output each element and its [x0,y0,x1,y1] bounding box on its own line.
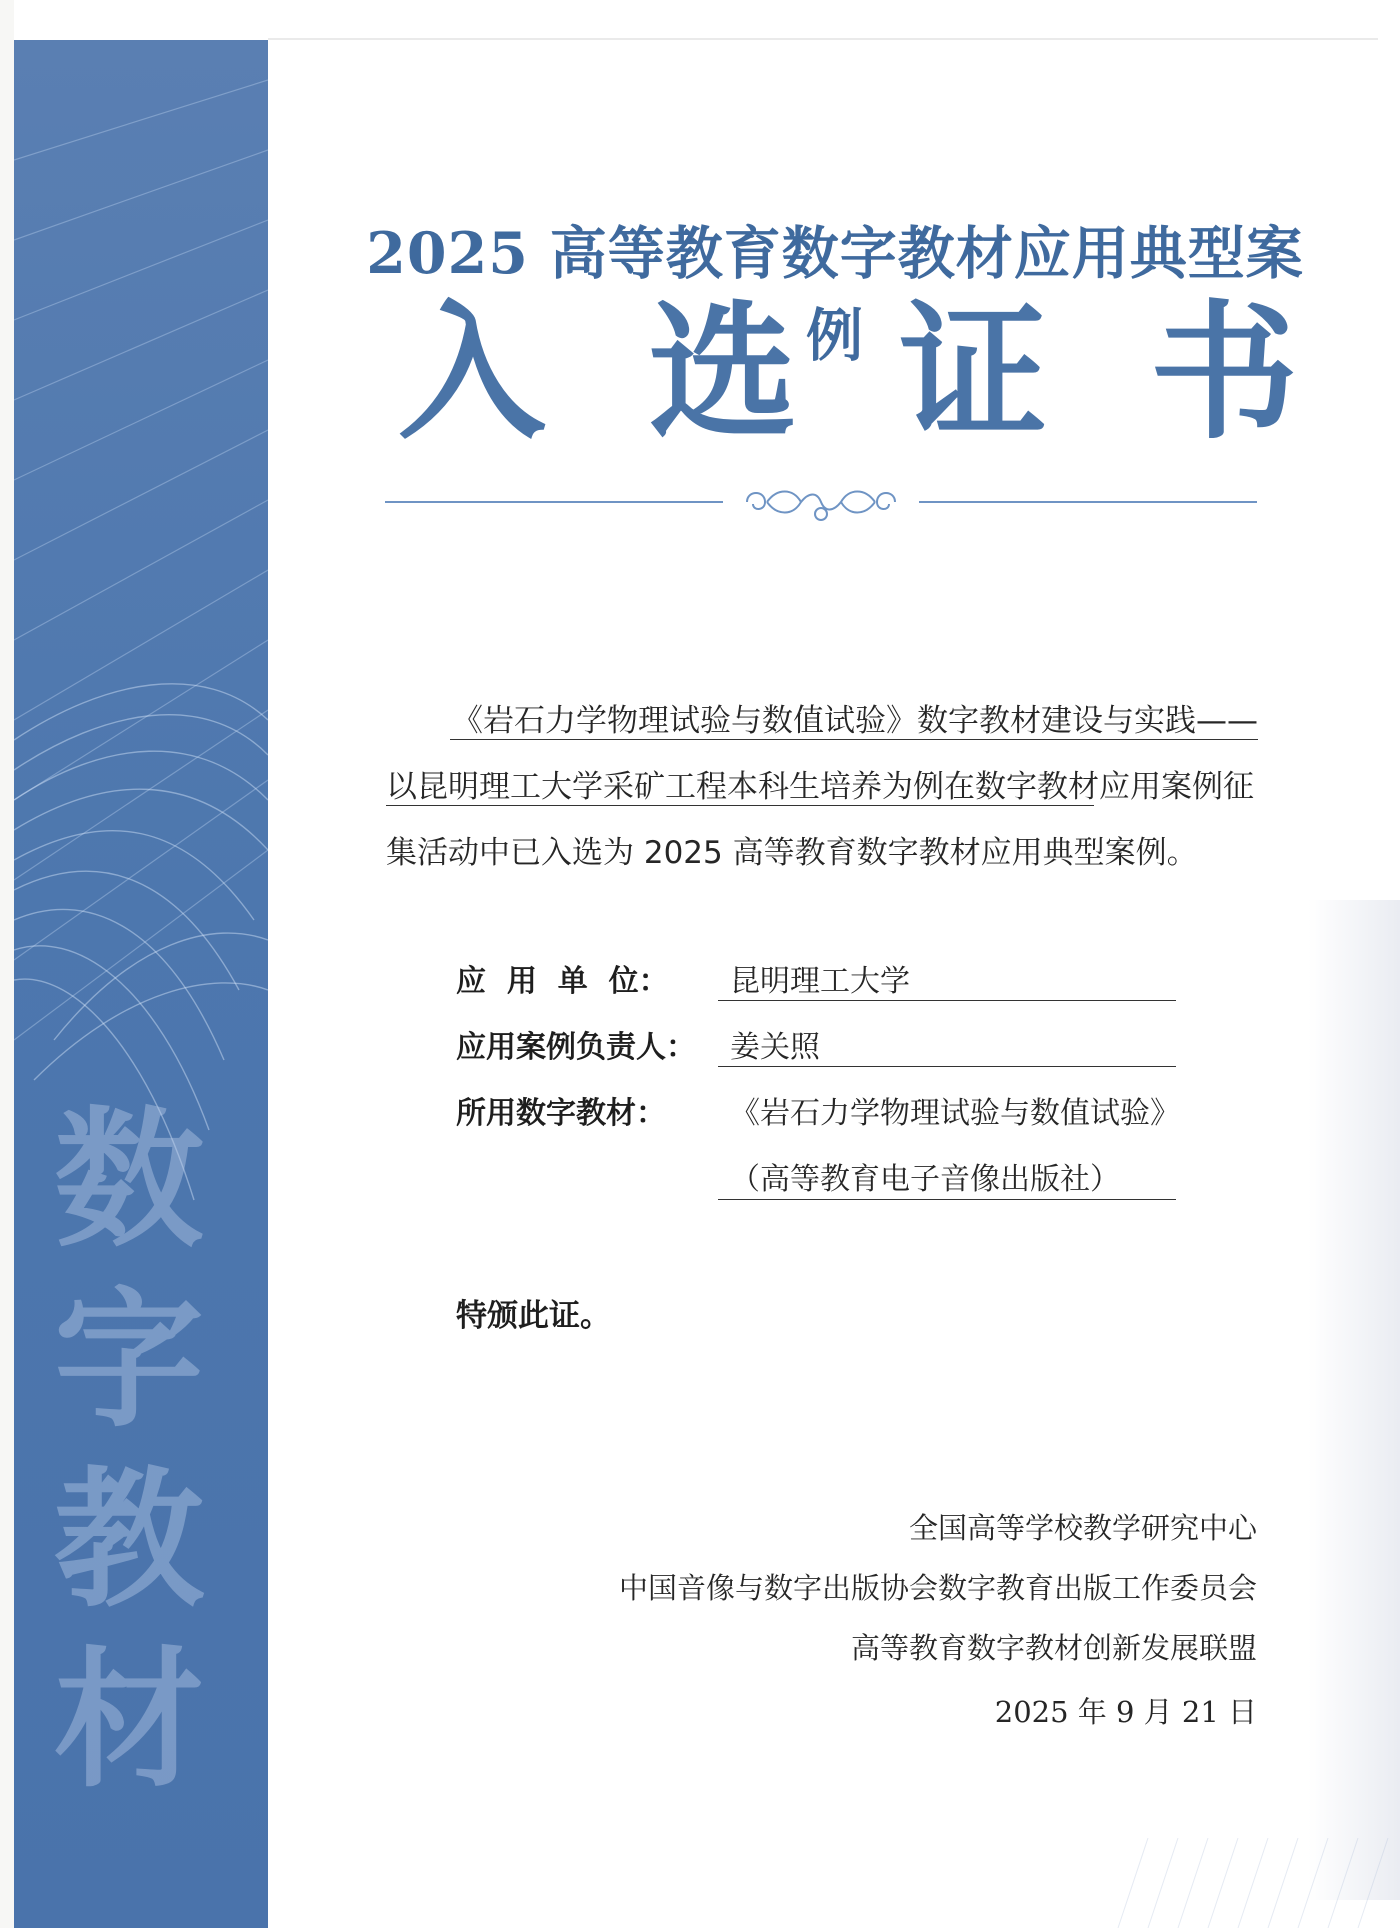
title-char-3: 证 [899,285,1048,459]
field-unit-label: 应 用 单 位： [456,964,669,999]
field-textbook-label: 所用数字教材： [456,1096,666,1131]
band-char-2: 字 [54,1272,205,1448]
field-unit-underline [718,1000,1176,1001]
field-lead-underline [718,1066,1176,1067]
sheet-edge [0,0,14,1928]
field-unit-value: 昆明理工大学 [730,964,910,999]
scroll-ornament-divider [385,478,1257,526]
band-char-1: 数 [54,1092,205,1268]
field-unit [456,956,1178,1002]
field-lead [456,1022,1178,1068]
issuer-1: 全国高等学校教学研究中心 [908,1511,1257,1545]
title-underline-1 [450,739,1258,740]
field-lead-label: 应用案例负责人： [456,1030,696,1065]
title-char-1: 入 [398,285,546,459]
field-textbook [456,1088,1178,1208]
field-textbook-publisher: （高等教育电子音像出版社） [730,1162,1120,1197]
title-char-4: 书 [1149,285,1298,459]
issuer-3: 高等教育数字教材创新发展联盟 [850,1631,1257,1665]
band-char-4: 材 [54,1632,205,1808]
title-char-2: 选 [648,285,797,459]
field-textbook-underline [718,1199,1176,1200]
issuer-list [619,1498,1257,1678]
band-char-3: 教 [54,1452,205,1628]
issue-date: 2025 年 9 月 21 日 [994,1695,1257,1729]
decorative-side-band [14,40,268,1928]
issuer-2: 中国音像与数字出版协会数字教育出版工作委员会 [618,1571,1257,1605]
field-lead-value: 姜关照 [730,1030,820,1065]
bottom-hatch-decoration [268,1838,1400,1928]
certificate-heading: 2025 高等教育数字教材应用典型案例 [366,220,1304,369]
certificate-body-text: 《岩石力学物理试验与数值试验》数字教材建设与实践——以昆明理工大学采矿工程本科生培养为例在数字教材应用案例征集活动中已入选为 2025 高等教育数字教材应用典型案例。 [386,703,1258,871]
closing-statement: 特颁此证。 [456,1298,611,1334]
page-top-edge [268,38,1378,40]
title-underline-2 [386,805,1094,806]
field-textbook-value: 《岩石力学物理试验与数值试验》 [730,1096,1180,1131]
right-edge-shading [1308,900,1400,1900]
